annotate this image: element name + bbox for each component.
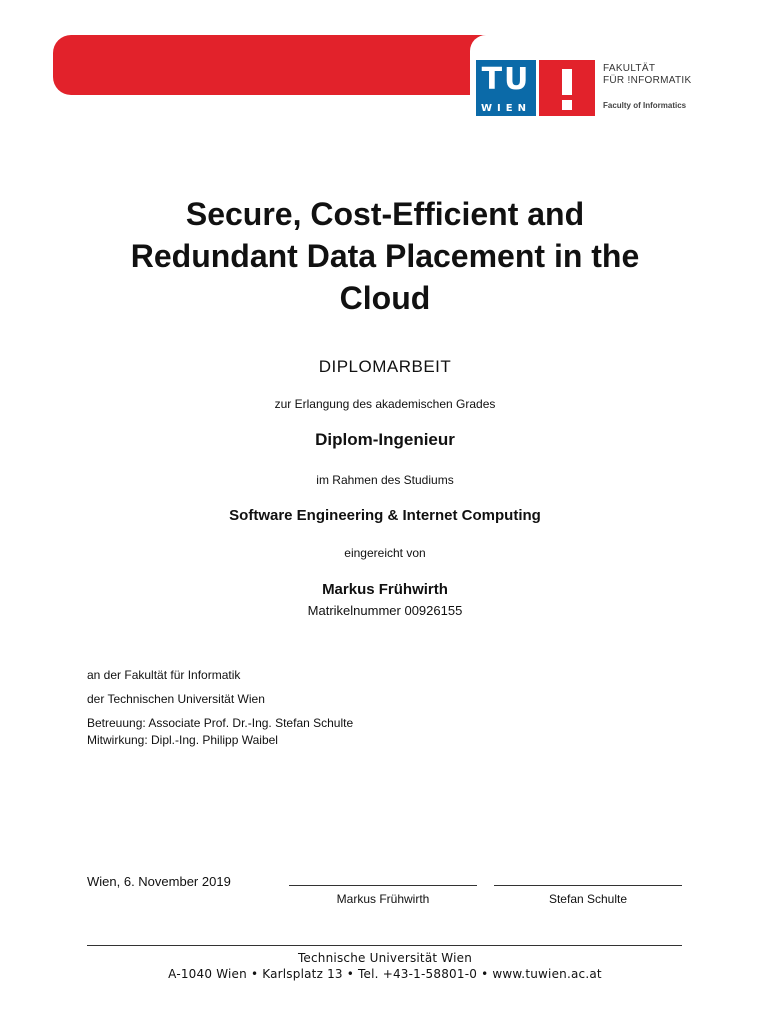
student-id: Matrikelnummer 00926155 [307,603,463,618]
faculty-name [603,63,691,87]
faculty-line2: FÜR !NFORMATIK [603,75,692,86]
thesis-type: DIPLOMARBEIT [318,357,452,376]
supervisor-line: Betreuung: Associate Prof. Dr.-Ing. Stefan Schulte [87,716,354,730]
title-line2: Redundant Data Placement in the [130,238,640,274]
signature-line-supervisor [494,885,682,886]
footer-university: Technische Universität Wien [297,951,473,965]
faculty-line: an der Fakultät für Informatik [87,668,241,682]
study-program: Software Engineering & Internet Computing [229,507,541,524]
degree-name: Diplom-Ingenieur [315,430,455,449]
footer-address: A-1040 Wien • Karlsplatz 13 • Tel. +43-1-58801-0 • www.tuwien.ac.at [168,967,602,981]
submitted-by: eingereicht von [344,546,426,560]
signature-line-author [289,885,477,886]
title-line3: Cloud [339,280,431,316]
signature-name-supervisor: Stefan Schulte [548,892,628,906]
university-line: der Technischen Universität Wien [87,692,265,706]
faculty-english: Faculty of Informatics [603,101,687,110]
place-date: Wien, 6. November 2019 [87,874,231,889]
author-name: Markus Frühwirth [322,581,448,598]
informatics-logo-icon [539,60,595,116]
co-supervisor-line: Mitwirkung: Dipl.-Ing. Philipp Waibel [87,733,278,747]
tu-wien-logo [476,60,536,116]
logo-tu-text: TU [481,62,531,97]
logo-wien-text: WIEN [481,103,531,114]
signature-name-author: Markus Frühwirth [336,892,430,906]
footer-divider [87,945,682,946]
title-line1: Secure, Cost-Efficient and [185,196,585,232]
degree-intro: zur Erlangung des akademischen Grades [274,397,496,411]
thesis-title [60,193,710,319]
faculty-line1: FAKULTÄT [603,63,656,74]
studies-intro: im Rahmen des Studiums [316,473,454,487]
